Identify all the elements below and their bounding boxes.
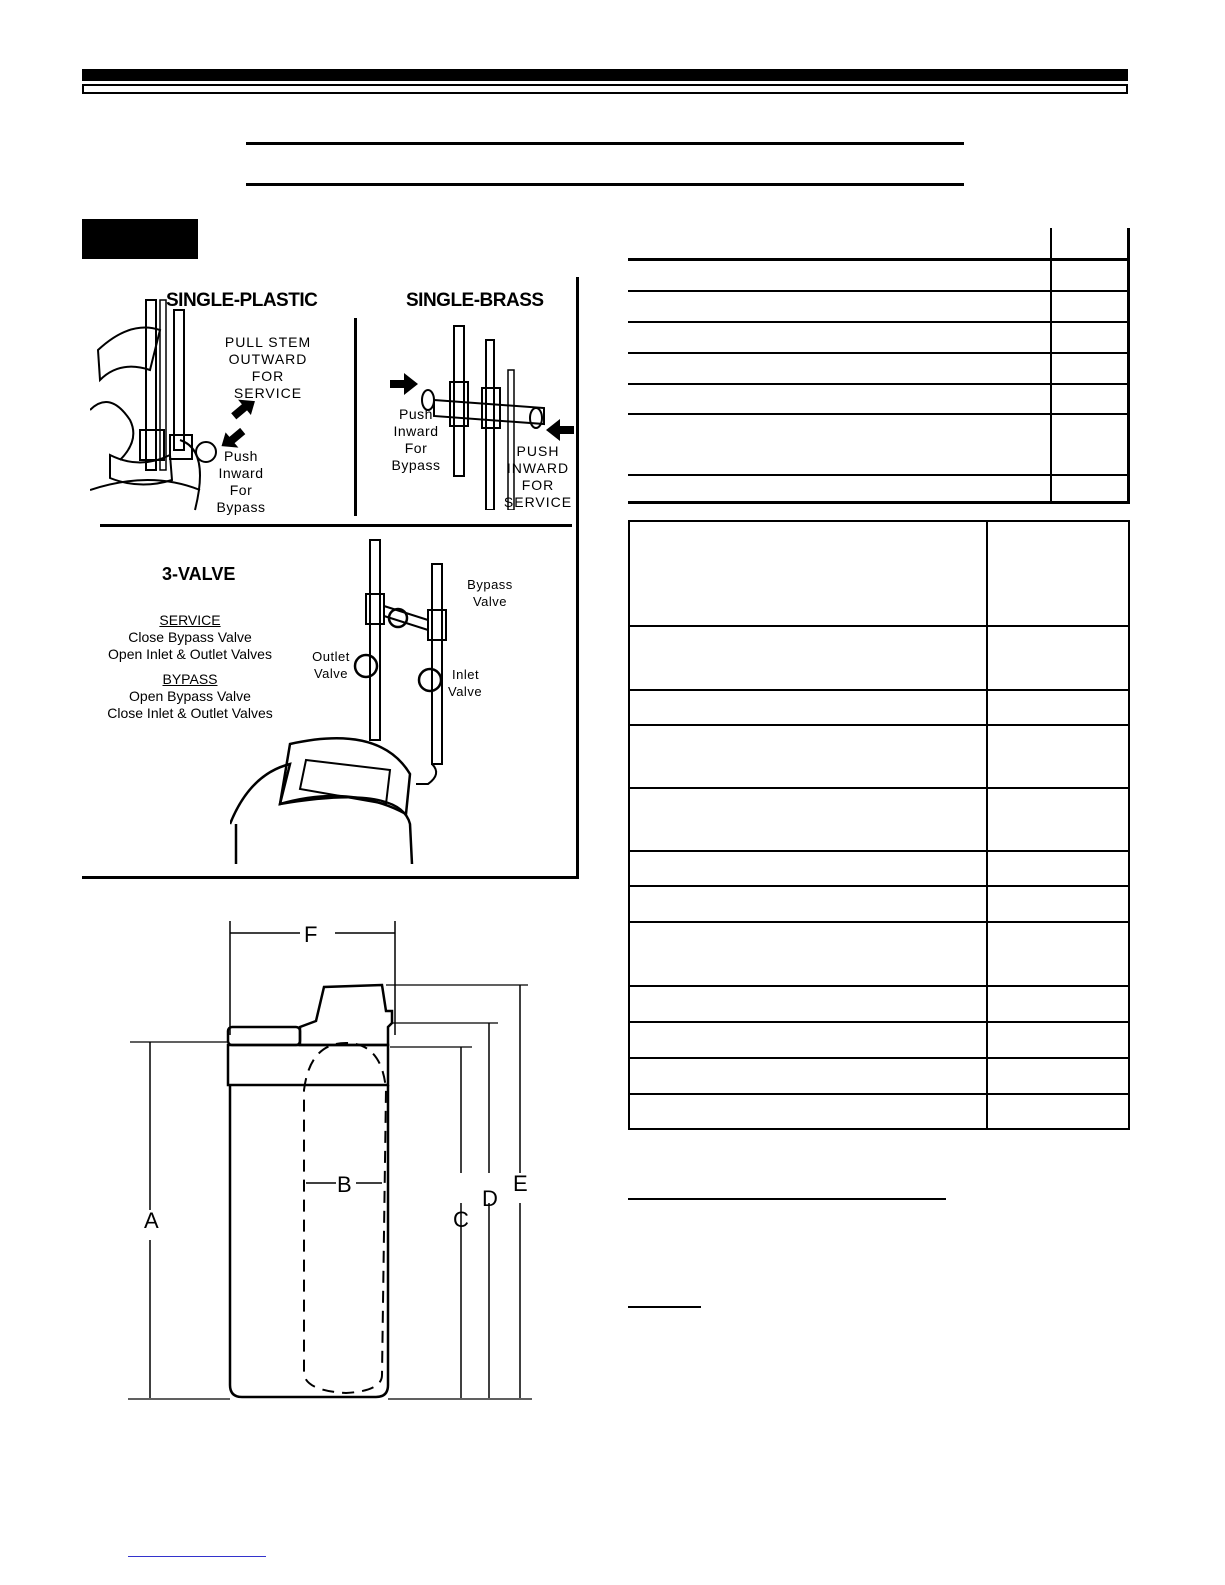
three-valve-bypass-heading: BYPASS (162, 671, 218, 687)
single-brass-title: SINGLE-BRASS (406, 290, 544, 311)
single-brass-service-line-2: INWARD (506, 460, 570, 476)
table2-row-rule (628, 921, 1130, 923)
dimension-label-f: F (304, 922, 318, 947)
single-brass-service-line-4: SERVICE (503, 494, 573, 510)
three-valve-service-line-2: Open Inlet & Outlet Valves (108, 646, 272, 662)
table1-row-rule (628, 352, 1130, 354)
single-brass-service-line-3: FOR (521, 477, 555, 493)
footer-link-underline[interactable] (128, 1556, 266, 1557)
table2-row-rule (628, 787, 1130, 789)
table2-row-rule (628, 689, 1130, 691)
single-plastic-push-line-4: Bypass (216, 499, 266, 515)
figure-frame-bottom (82, 876, 579, 879)
three-valve-service-heading: SERVICE (159, 612, 221, 628)
figure-label-block (82, 219, 198, 259)
single-plastic-push-line-1: Push (224, 448, 258, 464)
single-plastic-pull-line-3: FOR (251, 368, 285, 384)
figure-frame-right (576, 277, 579, 879)
table2-col-divider (986, 520, 988, 1130)
single-brass-push-line-3: For (404, 440, 428, 456)
table2-row-rule (628, 724, 1130, 726)
table2-row-rule (628, 1057, 1130, 1059)
bypass-valve-label-line-2: Valve (472, 594, 508, 609)
table1-row-rule (628, 474, 1130, 476)
table2-row-rule (628, 985, 1130, 987)
three-valve-bypass-line-2: Close Inlet & Outlet Valves (107, 705, 273, 721)
three-valve-illustration (230, 534, 550, 864)
table1-right-border (1127, 228, 1130, 503)
table1-header-rule (628, 258, 1130, 261)
single-plastic-push-line-2: Inward (218, 465, 264, 481)
outlet-valve-label-line-1: Outlet (312, 649, 350, 664)
title-rule-bottom (246, 183, 964, 186)
table2-frame (628, 520, 1130, 1130)
single-brass-push-line-2: Inward (393, 423, 439, 439)
single-brass-service-line-1: PUSH (516, 443, 560, 459)
header-thick-bar (82, 69, 1128, 81)
single-plastic-pull-line-2: OUTWARD (228, 351, 308, 367)
bypass-valve-label-line-1: Bypass (467, 577, 513, 592)
dimension-label-c: C (453, 1207, 469, 1232)
three-valve-bypass-line-1: Open Bypass Valve (129, 688, 251, 704)
table2-row-rule (628, 885, 1130, 887)
table1-col-divider (1050, 228, 1052, 503)
single-plastic-push-line-3: For (229, 482, 253, 498)
table2-row-rule (628, 625, 1130, 627)
dimension-label-a: A (144, 1208, 159, 1233)
table1-row-rule (628, 413, 1130, 415)
inlet-valve-label-line-1: Inlet (452, 667, 480, 682)
single-plastic-pull-line-4: SERVICE (233, 385, 303, 401)
figure-divider-vertical (354, 318, 357, 516)
single-brass-valve-illustration (384, 320, 576, 510)
dimension-drawing (120, 915, 540, 1415)
dimension-label-d: D (482, 1186, 498, 1211)
dimension-label-e: E (513, 1171, 528, 1196)
single-brass-push-line-1: Push (399, 406, 433, 422)
table1-row-rule (628, 290, 1130, 292)
note-underline-long (628, 1198, 946, 1200)
single-plastic-title: SINGLE-PLASTIC (166, 290, 318, 311)
dimension-label-b: B (337, 1172, 352, 1197)
single-plastic-pull-line-1: PULL STEM (224, 334, 312, 350)
inlet-valve-label-line-2: Valve (448, 684, 483, 699)
header-thin-bar (82, 84, 1128, 94)
outlet-valve-label-line-2: Valve (313, 666, 349, 681)
table1-row-rule (628, 383, 1130, 385)
table2-row-rule (628, 1021, 1130, 1023)
table1-bottom-rule (628, 501, 1130, 504)
figure-divider-horizontal (100, 524, 572, 527)
note-underline-short (628, 1306, 701, 1308)
table2-row-rule (628, 850, 1130, 852)
title-rule-top (246, 142, 964, 145)
single-brass-push-line-4: Bypass (391, 457, 441, 473)
three-valve-service-line-1: Close Bypass Valve (128, 629, 252, 645)
single-plastic-valve-illustration (90, 290, 350, 520)
table2-row-rule (628, 1093, 1130, 1095)
table1-row-rule (628, 321, 1130, 323)
three-valve-title: 3-VALVE (162, 564, 236, 584)
